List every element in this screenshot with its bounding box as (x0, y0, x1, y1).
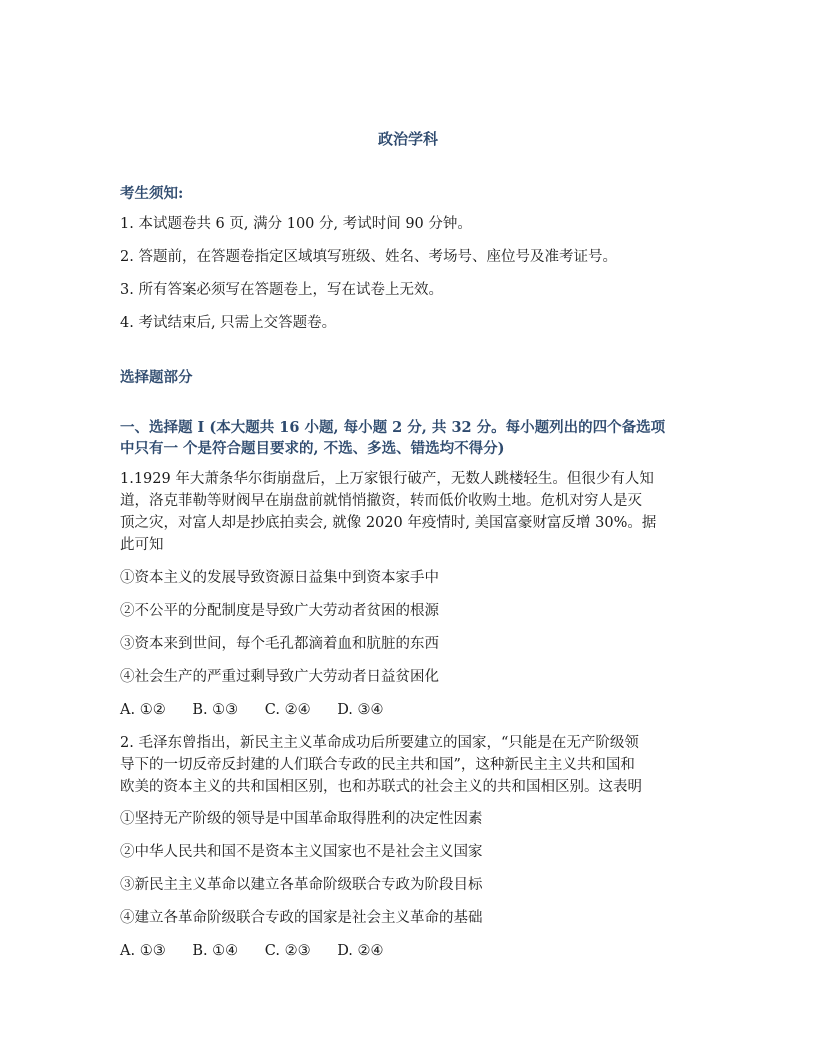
notice-item-2: 2. 答题前，在答题卷指定区域填写班级、姓名、考场号、座位号及准考证号。 (120, 249, 617, 265)
q2-option-d[interactable]: D. ②④ (337, 943, 384, 959)
q2-option-b[interactable]: B. ①④ (192, 943, 239, 959)
q2-stem-line-2: 导下的一切反帝反封建的人们联合专政的民主共和国”，这种新民主主义共和国和 (120, 757, 635, 773)
notice-item-4: 4. 考试结束后, 只需上交答题卷。 (120, 315, 337, 331)
q1-item-4: ④社会生产的严重过剩导致广大劳动者日益贫困化 (120, 669, 439, 685)
q2-options (120, 940, 700, 962)
q2-stem-line-1: 2. 毛泽东曾指出，新民主主义革命成功后所要建立的国家，“只能是在无产阶级领 (120, 735, 639, 751)
notice-item-1: 1. 本试题卷共 6 页, 满分 100 分, 考试时间 90 分钟。 (120, 216, 472, 232)
section-heading: 选择题部分 (120, 369, 193, 386)
q1-item-2: ②不公平的分配制度是导致广大劳动者贫困的根源 (120, 603, 439, 619)
notice-item-3: 3. 所有答案必须写在答题卷上，写在试卷上无效。 (120, 282, 443, 298)
part-heading-line1: 一、选择题 I (本大题共 16 小题, 每小题 2 分, 共 32 分。每小题列出的四个备选项 (120, 419, 666, 436)
q1-options (120, 699, 700, 721)
q2-item-4: ④建立各革命阶级联合专政的国家是社会主义革命的基础 (120, 910, 483, 926)
notice-heading: 考生须知: (120, 185, 184, 202)
q1-stem-line-1: 1.1929 年大萧条华尔街崩盘后，上万家银行破产，无数人跳楼轻生。但很少有人知 (120, 471, 654, 487)
page-title: 政治学科 (377, 130, 438, 148)
q2-item-3: ③新民主主义革命以建立各革命阶级联合专政为阶段目标 (120, 877, 483, 893)
q1-stem-line-2: 道，洛克菲勒等财阀早在崩盘前就悄悄撤资，转而低价收购土地。危机对穷人是灭 (120, 493, 642, 509)
part-heading-line2: 中只有一 个是符合题目要求的, 不选、多选、错选均不得分) (120, 440, 505, 457)
q2-option-a[interactable]: A. ①③ (120, 943, 166, 959)
q1-option-c[interactable]: C. ②④ (264, 702, 311, 718)
q1-stem-line-3: 顶之灾，对富人却是抄底拍卖会, 就像 2020 年疫情时, 美国富豪财富反增 30%。据 (120, 515, 657, 531)
q2-item-1: ①坚持无产阶级的领导是中国革命取得胜利的决定性因素 (120, 811, 483, 827)
q1-stem-line-4: 此可知 (120, 537, 164, 553)
q2-option-c[interactable]: C. ②③ (264, 943, 311, 959)
q2-item-2: ②中华人民共和国不是资本主义国家也不是社会主义国家 (120, 844, 483, 860)
q2-stem-line-3: 欧美的资本主义的共和国相区别，也和苏联式的社会主义的共和国相区别。这表明 (120, 779, 642, 795)
q1-item-3: ③资本来到世间，每个毛孔都滴着血和肮脏的东西 (120, 636, 439, 652)
q1-option-d[interactable]: D. ③④ (337, 702, 384, 718)
q1-option-b[interactable]: B. ①③ (192, 702, 239, 718)
q1-item-1: ①资本主义的发展导致资源日益集中到资本家手中 (120, 570, 439, 586)
q1-option-a[interactable]: A. ①② (120, 702, 166, 718)
